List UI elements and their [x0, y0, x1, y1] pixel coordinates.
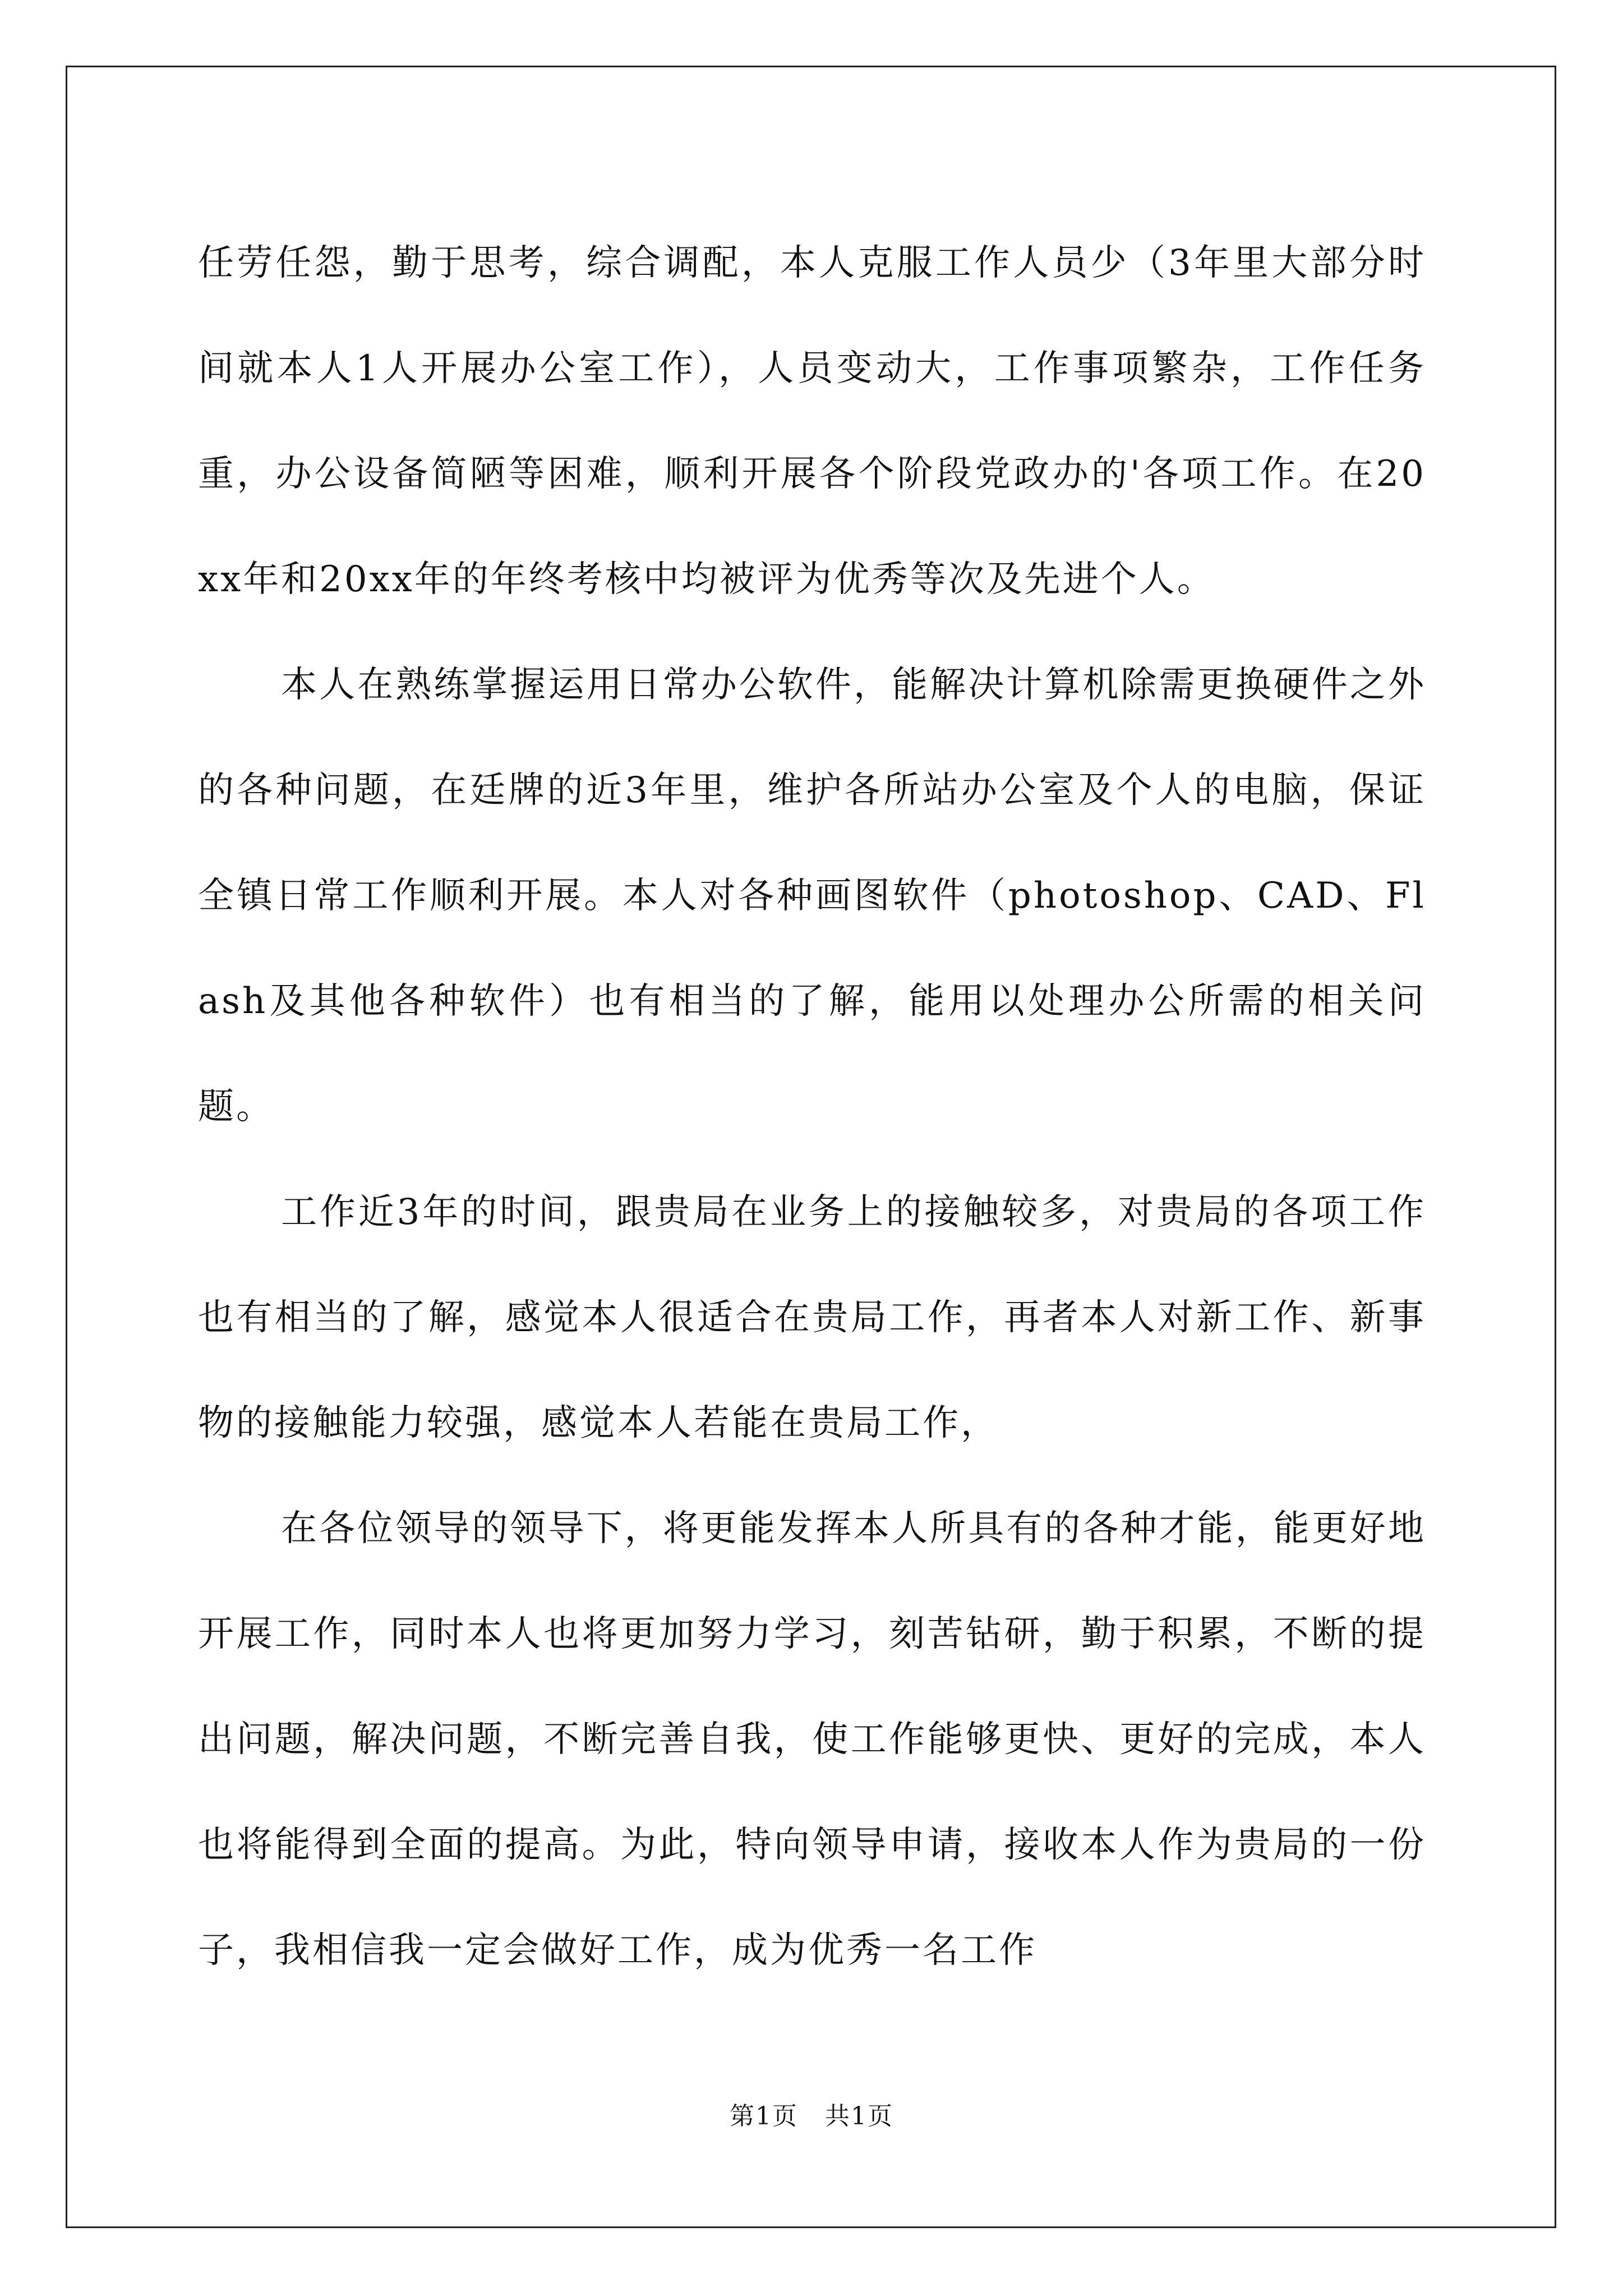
paragraph-2: 本人在熟练掌握运用日常办公软件，能解决计算机除需更换硬件之外的各种问题，在廷牌的近3年里，维护各所站办公室及个人的电脑，保证全镇日常工作顺利开展。本人对各种画图软件（photoshop、CAD、Flash及其他各种软件）也有相当的了解，能用以处理办公所需的相关问题。 [198, 664, 1426, 1128]
document-body [198, 210, 1426, 2003]
paragraph-4: 在各位领导的领导下，将更能发挥本人所具有的各种才能，能更好地开展工作，同时本人也将更加努力学习，刻苦钻研，勤于积累，不断的提出问题，解决问题，不断完善自我，使工作能够更快、更好的完成，本人也将能得到全面的提高。为此，特向领导申请，接收本人作为贵局的一份子，我相信我一定会做好工作，成为优秀一名工作 [198, 1508, 1426, 1971]
page-number-footer: 第1页 共1页 [730, 2102, 893, 2131]
paragraph-3: 工作近3年的时间，跟贵局在业务上的接触较多，对贵局的各项工作也有相当的了解，感觉本人很适合在贵局工作，再者本人对新工作、新事物的接触能力较强，感觉本人若能在贵局工作， [198, 1191, 1426, 1444]
paragraph-1: 任劳任怨，勤于思考，综合调配，本人克服工作人员少（3年里大部分时间就本人1人开展办公室工作），人员变动大，工作事项繁杂，工作任务重，办公设备简陋等困难，顺利开展各个阶段党政办的'各项工作。在20xx年和20xx年的年终考核中均被评为优秀等次及先进个人。 [198, 242, 1426, 600]
